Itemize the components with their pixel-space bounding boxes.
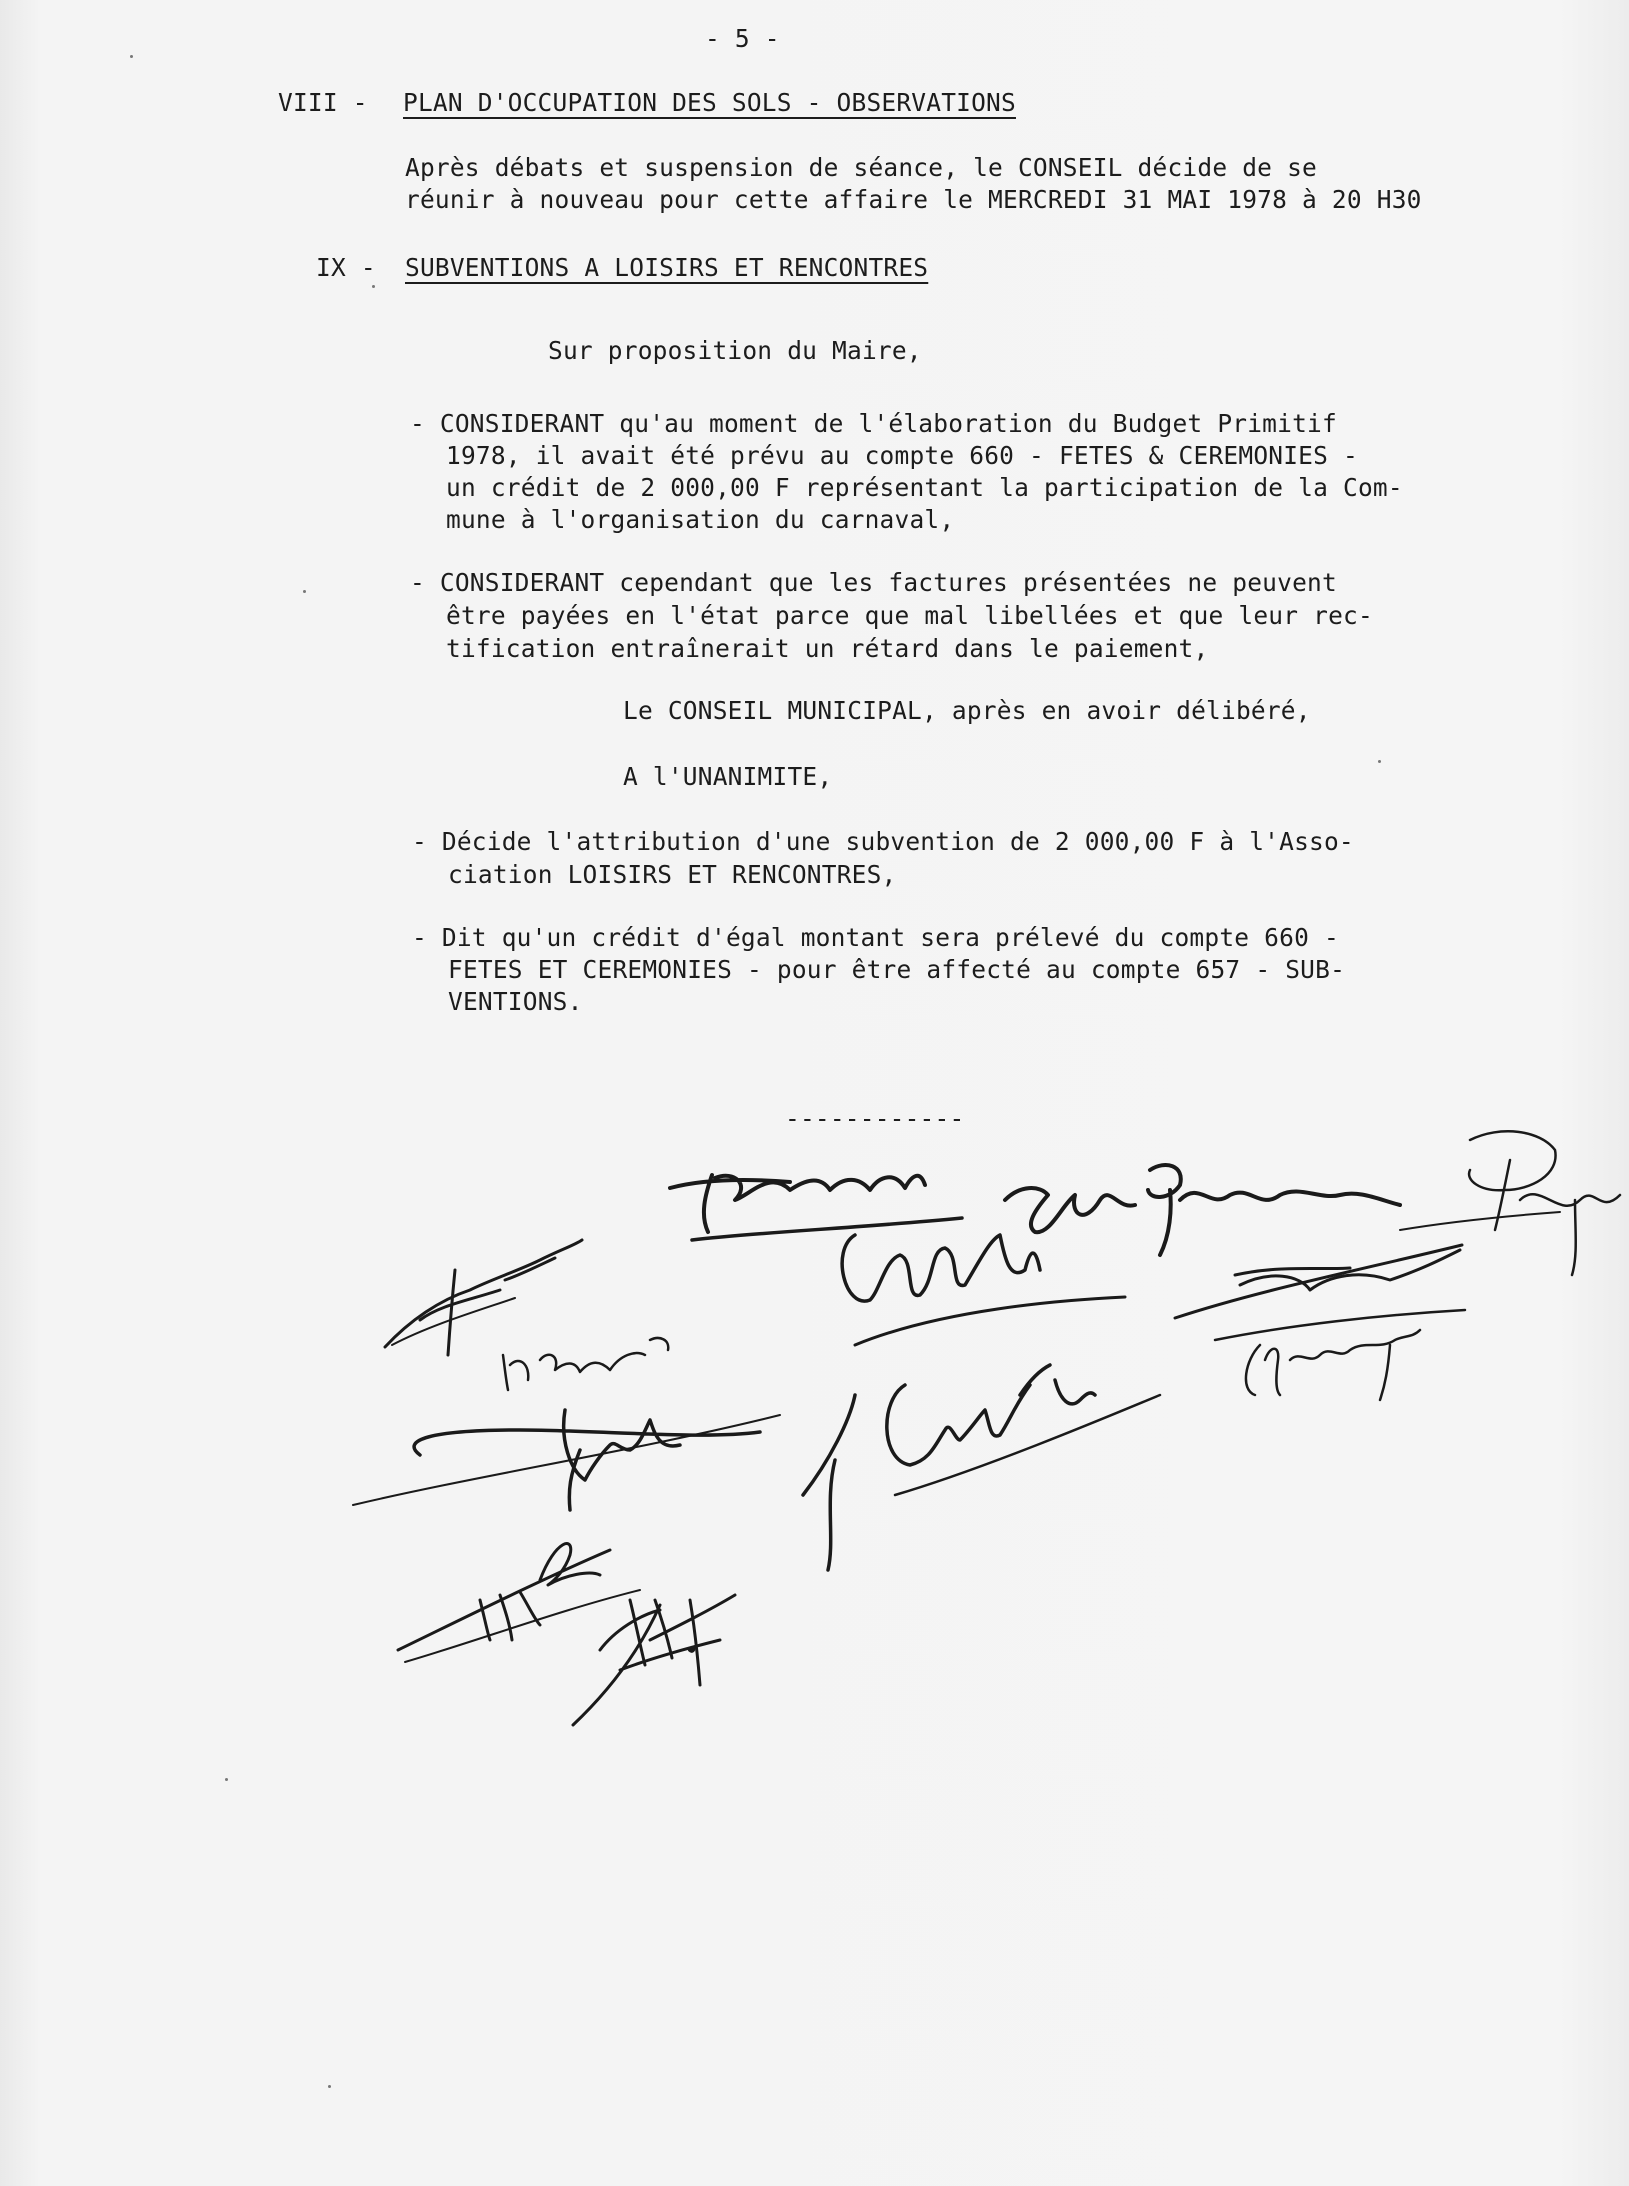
- considerant-line: 1978, il avait été prévu au compte 660 - FETES & CEREMONIES -: [446, 441, 1358, 470]
- signature-8: [353, 1410, 780, 1510]
- section-ix-number: IX -: [316, 253, 376, 282]
- signature-7: [503, 1338, 668, 1390]
- section-ix-title: SUBVENTIONS A LOISIRS ET RENCONTRES: [405, 253, 929, 282]
- section-viii-line: Après débats et suspension de séance, le CONSEIL décide de se: [405, 153, 1317, 182]
- signature-9: [803, 1365, 1160, 1570]
- signature-4: [842, 1235, 1125, 1345]
- considerant-line: - CONSIDERANT cependant que les factures présentées ne peuvent: [410, 568, 1337, 597]
- decision-line: VENTIONS.: [448, 987, 583, 1016]
- decision-line: ciation LOISIRS ET RENCONTRES,: [448, 860, 897, 889]
- section-viii-title: PLAN D'OCCUPATION DES SOLS - OBSERVATIONS: [403, 88, 1016, 117]
- considerant-line: tification entraînerait un rétard dans le paiement,: [446, 634, 1209, 663]
- considerant-line: être payées en l'état parce que mal libellées et que leur rec-: [446, 601, 1373, 630]
- signature-6: [385, 1240, 582, 1355]
- considerant-line: - CONSIDERANT qu'au moment de l'élaboration du Budget Primitif: [410, 409, 1337, 438]
- section-viii-number: VIII -: [278, 88, 368, 117]
- separator-line: ------------: [785, 1104, 965, 1133]
- section-viii-line: réunir à nouveau pour cette affaire le MERCREDI 31 MAI 1978 à 20 H30: [405, 185, 1422, 214]
- deliberation-text: Le CONSEIL MUNICIPAL, après en avoir délibéré,: [623, 696, 1311, 725]
- signature-1: [670, 1175, 962, 1240]
- decision-line: - Dit qu'un crédit d'égal montant sera prélevé du compte 660 -: [412, 923, 1339, 952]
- signature-10: [1246, 1330, 1420, 1400]
- signature-5: [1175, 1245, 1465, 1340]
- decision-line: FETES ET CEREMONIES - pour être affecté au compte 657 - SUB-: [448, 955, 1346, 984]
- page-number: - 5 -: [705, 24, 780, 53]
- signature-2: [1005, 1165, 1400, 1255]
- signature-12: [573, 1595, 735, 1725]
- considerant-line: mune à l'organisation du carnaval,: [446, 505, 955, 534]
- decision-line: - Décide l'attribution d'une subvention de 2 000,00 F à l'Asso-: [412, 827, 1354, 856]
- vote-text: A l'UNANIMITE,: [623, 762, 833, 791]
- section-ix-intro: Sur proposition du Maire,: [548, 336, 922, 365]
- considerant-line: un crédit de 2 000,00 F représentant la participation de la Com-: [446, 473, 1403, 502]
